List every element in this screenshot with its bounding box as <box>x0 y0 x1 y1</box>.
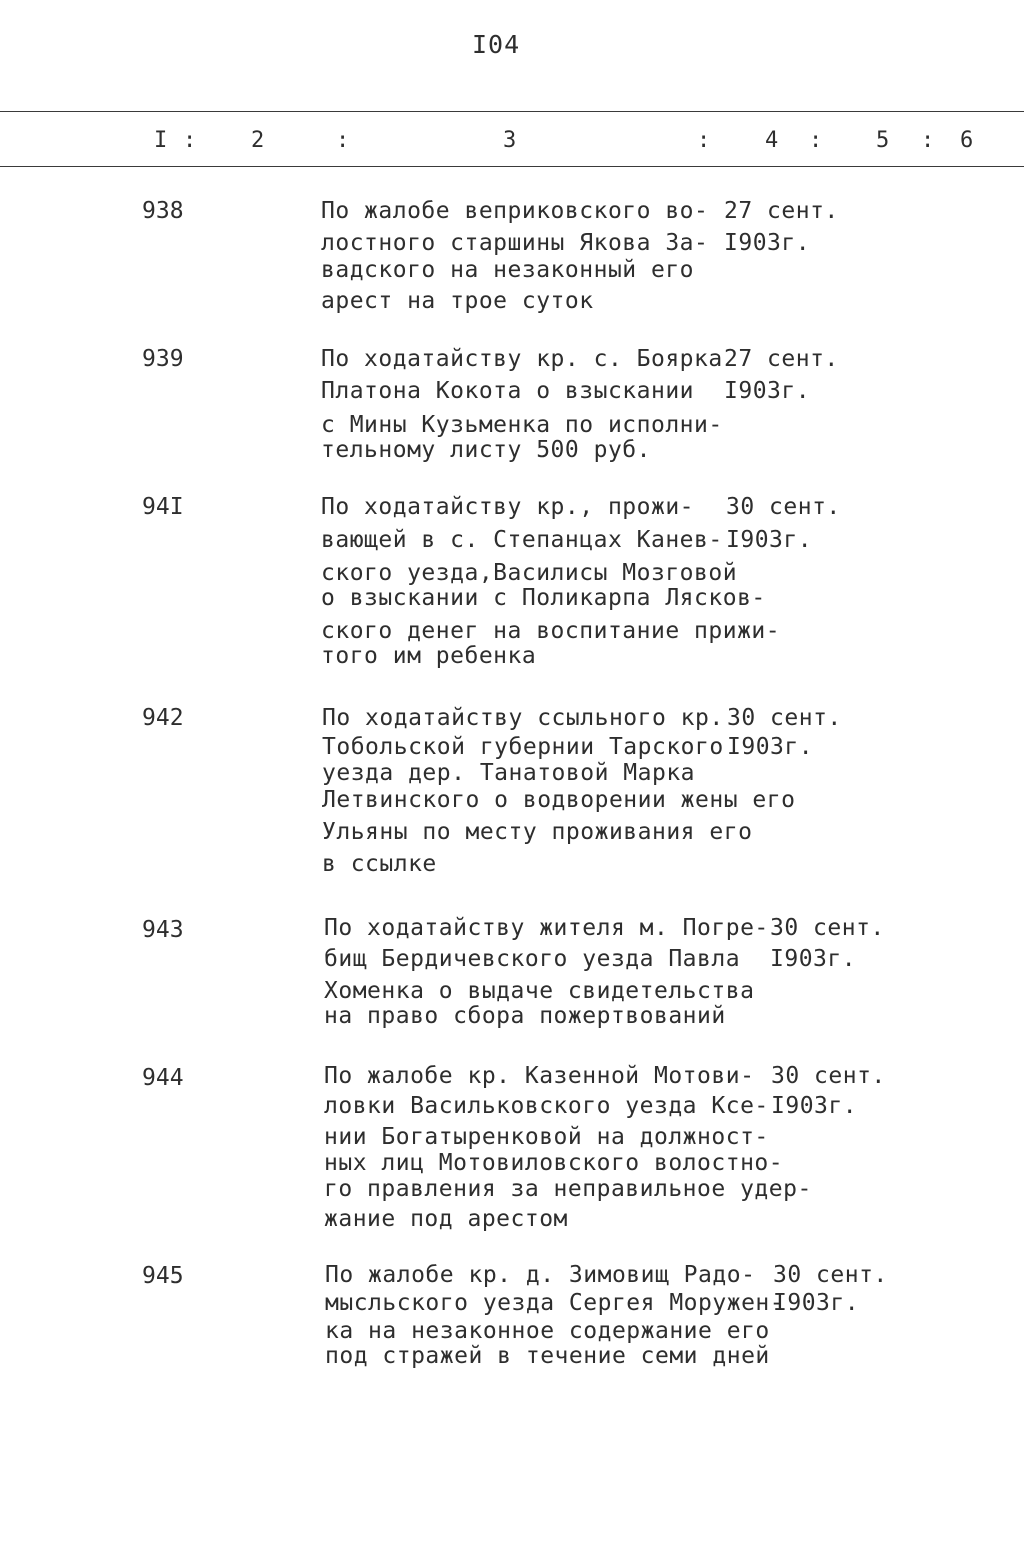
entry-text-line: По жалобе кр. Казенной Мотови- <box>324 1063 755 1089</box>
header-rule-top <box>0 111 1024 112</box>
entry-text-line: По жалобе кр. д. Зимовищ Радо- <box>325 1262 756 1288</box>
entry-text-line: Платона Кокота о взыскании <box>321 378 695 404</box>
entry-text-line: нии Богатыренковой на должност- <box>324 1124 769 1150</box>
entry-date-year: I903г. <box>724 230 811 256</box>
entry-text-line: под стражей в течение семи дней <box>325 1343 770 1369</box>
entry-date-day: 27 сент. <box>724 346 839 372</box>
entry-text-line: тельному листу 500 руб. <box>321 437 651 463</box>
entry-text-line: Ульяны по месту проживания его <box>322 819 753 845</box>
entry-text-line: Хоменка о выдаче свидетельства <box>324 978 755 1004</box>
entry-number: 939 <box>142 346 184 372</box>
entry-text-line: бищ Бердичевского уезда Павла <box>324 946 741 972</box>
entry-text-line: жание под арестом <box>324 1206 568 1232</box>
entry-date-year: I903г. <box>727 734 814 760</box>
column-header-4: 4 <box>765 128 779 153</box>
entry-text-line: вадского на незаконный его <box>321 257 695 283</box>
entry-number: 944 <box>142 1065 184 1091</box>
entry-date-year: I903г. <box>771 1093 858 1119</box>
entry-date-day: 30 сент. <box>727 705 842 731</box>
entry-date-day: 30 сент. <box>771 1063 886 1089</box>
entry-text-line: ловки Васильковского уезда Ксе- <box>324 1093 769 1119</box>
entry-number: 938 <box>142 198 184 224</box>
column-header-6: 6 <box>960 128 974 153</box>
entry-text-line: о взыскании с Поликарпа Лясков- <box>321 585 766 611</box>
entry-text-line: ка на незаконное содержание его <box>325 1318 770 1344</box>
page-number: I04 <box>472 30 521 59</box>
entry-date-year: I903г. <box>724 378 811 404</box>
entry-text-line: уезда дер. Танатовой Марка <box>322 760 696 786</box>
entry-text-line: Тобольской губернии Тарского <box>322 734 724 760</box>
entry-date-year: I903г. <box>726 527 813 553</box>
column-header-3: 3 <box>503 128 517 153</box>
entry-text-line: лостного старшины Якова За- <box>321 230 709 256</box>
entry-text-line: того им ребенка <box>321 643 537 669</box>
entry-text-line: с Мины Кузьменка по исполни- <box>321 412 723 438</box>
entry-text-line: По ходатайству кр. с. Боярка <box>321 346 723 372</box>
column-separator-2: : <box>336 128 350 153</box>
column-separator-1: : <box>183 128 197 153</box>
entry-text-line: арест на трое суток <box>321 288 594 314</box>
entry-text-line: го правления за неправильное удер- <box>324 1176 812 1202</box>
entry-number: 943 <box>142 917 184 943</box>
entry-text-line: вающей в с. Степанцах Канев- <box>321 527 723 553</box>
entry-text-line: По ходатайству кр., прожи- <box>321 494 695 520</box>
entry-text-line: на право сбора пожертвований <box>324 1003 726 1029</box>
entry-text-line: Летвинского о водворении жены его <box>322 787 796 813</box>
entry-date-day: 30 сент. <box>773 1262 888 1288</box>
column-separator-3: : <box>697 128 711 153</box>
column-separator-4: : <box>809 128 823 153</box>
entry-number: 945 <box>142 1263 184 1289</box>
column-separator-5: : <box>921 128 935 153</box>
column-header-2: 2 <box>251 128 265 153</box>
entry-text-line: По ходатайству жителя м. Погре- <box>324 915 769 941</box>
entry-date-day: 30 сент. <box>770 915 885 941</box>
column-header-5: 5 <box>876 128 890 153</box>
column-header-1: I <box>154 128 168 153</box>
entry-text-line: ского денег на воспитание прижи- <box>321 618 781 644</box>
entry-date-day: 30 сент. <box>726 494 841 520</box>
entry-number: 942 <box>142 705 184 731</box>
header-rule-bottom <box>0 166 1024 167</box>
entry-text-line: мысльского уезда Сергея Моружен- <box>325 1290 785 1316</box>
entry-date-year: I903г. <box>773 1290 860 1316</box>
entry-text-line: ных лиц Мотовиловского волостно- <box>324 1150 784 1176</box>
entry-text-line: ского уезда,Василисы Мозговой <box>321 560 738 586</box>
entry-text-line: в ссылке <box>322 851 437 877</box>
entry-text-line: По ходатайству ссыльного кр. <box>322 705 724 731</box>
entry-number: 94I <box>142 494 184 520</box>
entry-date-year: I903г. <box>770 946 857 972</box>
entry-text-line: По жалобе веприковского во- <box>321 198 709 224</box>
entry-date-day: 27 сент. <box>724 198 839 224</box>
